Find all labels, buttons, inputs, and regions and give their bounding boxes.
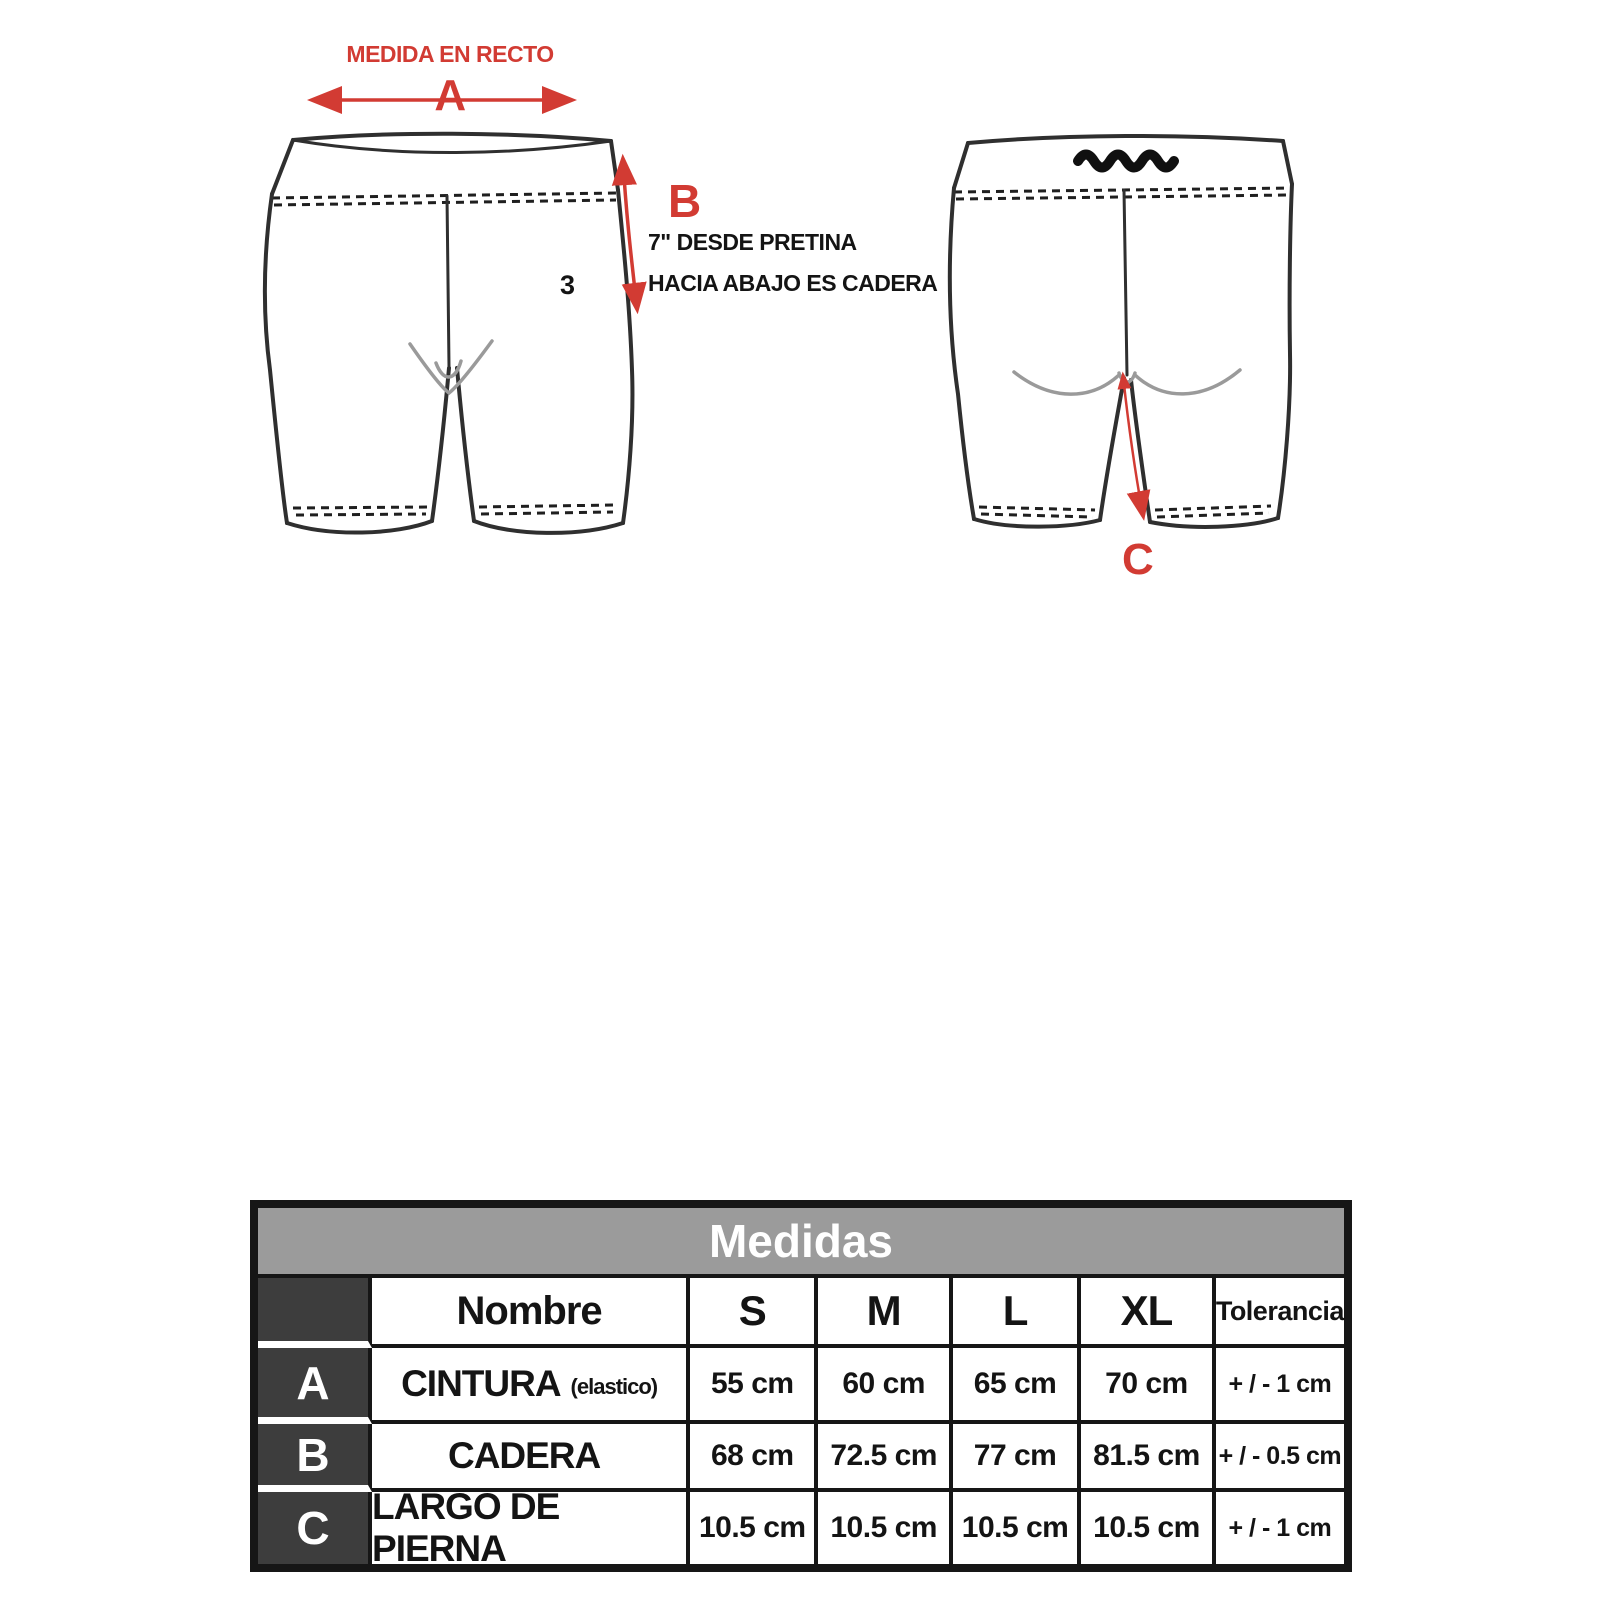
row-letter: A: [258, 1348, 372, 1424]
value-s: 10.5 cm: [690, 1492, 818, 1564]
row-name: [372, 1348, 690, 1424]
value-l: 65 cm: [953, 1348, 1081, 1424]
table-corner-cell: [258, 1278, 372, 1348]
measurements-table: [250, 1200, 1352, 1572]
measure-name: LARGO DE PIERNA: [372, 1486, 560, 1569]
column-header-s: S: [690, 1278, 818, 1348]
value-xl: 81.5 cm: [1081, 1424, 1216, 1492]
value-tolerance: + / - 1 cm: [1216, 1492, 1344, 1564]
value-xl: 10.5 cm: [1081, 1492, 1216, 1564]
column-header-m: M: [818, 1278, 953, 1348]
b-note-line1: 7" DESDE PRETINA: [648, 229, 857, 255]
measure-name: CADERA: [447, 1435, 601, 1476]
value-l: 77 cm: [953, 1424, 1081, 1492]
measure-straight-label: MEDIDA EN RECTO: [346, 41, 554, 67]
row-letter: C: [258, 1492, 372, 1564]
measure-name: CINTURA: [401, 1363, 561, 1404]
column-header-l: L: [953, 1278, 1081, 1348]
arrow-a-label: A: [434, 71, 466, 120]
table-title: Medidas: [258, 1208, 1344, 1278]
shorts-front-drawing: [260, 130, 635, 542]
arrow-b-label: B: [668, 175, 701, 227]
column-header-tolerance: Tolerancia: [1216, 1278, 1344, 1348]
column-header-xl: XL: [1081, 1278, 1216, 1348]
b-note-line2: HACIA ABAJO ES CADERA: [648, 270, 938, 296]
row-name: [372, 1424, 690, 1492]
measure-note: (elastico): [570, 1374, 658, 1399]
value-m: 10.5 cm: [818, 1492, 953, 1564]
front-side-mark: 3: [560, 270, 575, 300]
arrow-c-label: C: [1122, 535, 1154, 584]
value-l: 10.5 cm: [953, 1492, 1081, 1564]
value-m: 72.5 cm: [818, 1424, 953, 1492]
value-tolerance: + / - 0.5 cm: [1216, 1424, 1344, 1492]
arrow-c: [1110, 363, 1172, 538]
value-tolerance: + / - 1 cm: [1216, 1348, 1344, 1424]
brand-mark: [1078, 155, 1174, 168]
value-m: 60 cm: [818, 1348, 953, 1424]
row-name: [372, 1486, 690, 1569]
value-xl: 70 cm: [1081, 1348, 1216, 1424]
row-letter: B: [258, 1424, 372, 1492]
value-s: 55 cm: [690, 1348, 818, 1424]
column-header-name: Nombre: [372, 1278, 690, 1348]
value-s: 68 cm: [690, 1424, 818, 1492]
